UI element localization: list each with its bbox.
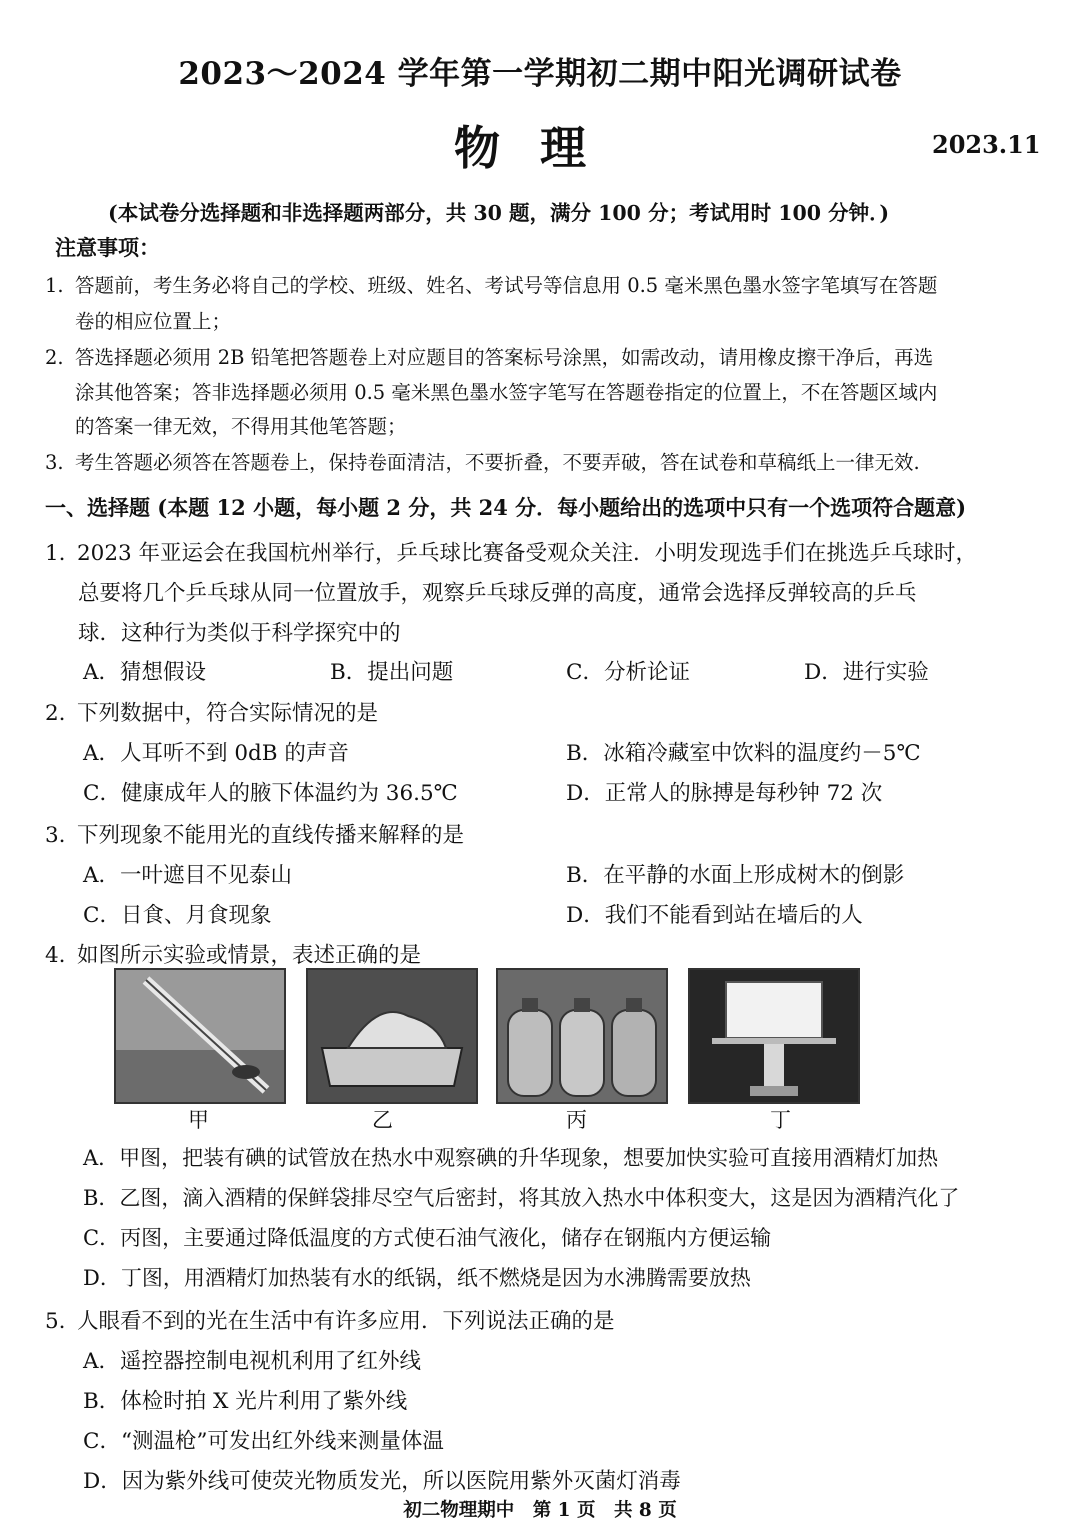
figure-label: 丙 — [566, 1108, 587, 1132]
exam-intro: (本试卷分选择题和非选择题两部分，共 30 题，满分 100 分；考试用时 100 分钟．) — [108, 201, 890, 225]
note-number: 3. — [45, 451, 64, 474]
option-c: C．日食、月食现象 — [83, 903, 272, 928]
question-4 — [45, 938, 421, 969]
question-text: 总要将几个乒乓球从同一位置放手，观察乒乓球反弹的高度，通常会选择反弹较高的乒乓 — [78, 581, 917, 606]
page-title: 2023～2024 学年第一学期初二期中阳光调研试卷 — [178, 56, 902, 92]
option-b: B．提出问题 — [330, 660, 454, 685]
question-number: 2. — [45, 701, 66, 726]
option-d: D．因为紫外线可使荧光物质发光，所以医院用紫外灭菌灯消毒 — [83, 1469, 681, 1494]
figure-label: 丁 — [770, 1108, 791, 1132]
question-number: 5. — [45, 1309, 66, 1334]
question-text: 下列现象不能用光的直线传播来解释的是 — [77, 823, 465, 848]
question-5 — [45, 1304, 615, 1335]
figure-ding-paper-pot — [688, 968, 860, 1104]
note-line: 卷的相应位置上； — [75, 310, 232, 333]
figure-yi-bag — [306, 968, 478, 1104]
figure-label: 甲 — [188, 1108, 209, 1132]
question-text: 如图所示实验或情景，表述正确的是 — [77, 943, 422, 968]
question-text: 2023 年亚运会在我国杭州举行，乒乓球比赛备受观众关注．小明发现选手们在挑选乒乓球时， — [77, 541, 978, 566]
option-b: B．冰箱冷藏室中饮料的温度约－5℃ — [566, 741, 921, 766]
question-text: 下列数据中，符合实际情况的是 — [77, 701, 379, 726]
exam-date: 2023.11 — [932, 130, 1041, 159]
note-line: 的答案一律无效，不得用其他笔答题； — [75, 415, 407, 438]
question-1 — [45, 536, 977, 567]
note-item — [45, 447, 920, 475]
note-line: 涂其他答案；答非选择题必须用 0.5 毫米黑色墨水签字笔写在答题卷指定的位置上，不在答题区域内 — [75, 381, 938, 404]
note-item — [45, 270, 937, 298]
section-heading: 一、选择题 (本题 12 小题，每小题 2 分，共 24 分．每小题给出的选项中只有一个选项符合题意) — [45, 495, 967, 520]
option-b: B．在平静的水面上形成树木的倒影 — [566, 863, 905, 888]
figure-label: 乙 — [372, 1108, 393, 1132]
note-item — [45, 342, 933, 370]
note-line: 答题前，考生务必将自己的学校、班级、姓名、考试号等信息用 0.5 毫米黑色墨水签字笔填写在答题 — [75, 274, 938, 297]
question-number: 3. — [45, 823, 66, 848]
option-b: B．体检时拍 X 光片利用了紫外线 — [83, 1389, 408, 1414]
question-number: 4. — [45, 943, 66, 968]
option-d: D．我们不能看到站在墙后的人 — [566, 903, 863, 928]
option-c: C．丙图，主要通过降低温度的方式使石油气液化，储存在钢瓶内方便运输 — [83, 1226, 772, 1250]
option-a: A．甲图，把装有碘的试管放在热水中观察碘的升华现象，想要加快实验可直接用酒精灯加热 — [83, 1146, 939, 1170]
option-b: B．乙图，滴入酒精的保鲜袋排尽空气后密封，将其放入热水中体积变大，这是因为酒精汽化了 — [83, 1186, 960, 1210]
question-number: 1. — [45, 541, 66, 566]
notes-heading: 注意事项： — [55, 235, 160, 260]
option-a: A．人耳听不到 0dB 的声音 — [83, 741, 349, 766]
question-3 — [45, 818, 464, 849]
option-d: D．正常人的脉搏是每秒钟 72 次 — [566, 781, 883, 806]
option-a: A．一叶遮目不见泰山 — [83, 863, 293, 888]
option-a: A．猜想假设 — [83, 660, 207, 685]
option-a: A．遥控器控制电视机利用了红外线 — [83, 1349, 422, 1374]
question-text: 人眼看不到的光在生活中有许多应用．下列说法正确的是 — [77, 1309, 615, 1334]
page-footer: 初二物理期中 第 1 页 共 8 页 — [403, 1500, 677, 1521]
note-line: 答选择题必须用 2B 铅笔把答题卷上对应题目的答案标号涂黑，如需改动，请用橡皮擦干净后，再选 — [75, 346, 934, 369]
option-c: C．分析论证 — [566, 660, 690, 685]
figure-bing-gas-cylinders — [496, 968, 668, 1104]
note-number: 2. — [45, 346, 64, 369]
note-number: 1. — [45, 274, 64, 297]
figure-jia-test-tube — [114, 968, 286, 1104]
subject-title: 物理 — [454, 121, 626, 175]
option-c: C．“测温枪”可发出红外线来测量体温 — [83, 1429, 444, 1454]
option-d: D．进行实验 — [804, 660, 929, 685]
option-c: C．健康成年人的腋下体温约为 36.5℃ — [83, 781, 458, 806]
question-2 — [45, 696, 378, 727]
option-d: D．丁图，用酒精灯加热装有水的纸锅，纸不燃烧是因为水沸腾需要放热 — [83, 1266, 751, 1290]
question-text: 球．这种行为类似于科学探究中的 — [78, 621, 401, 646]
note-line: 考生答题必须答在答题卷上，保持卷面清洁，不要折叠，不要弄破，答在试卷和草稿纸上一律无效. — [75, 451, 920, 474]
